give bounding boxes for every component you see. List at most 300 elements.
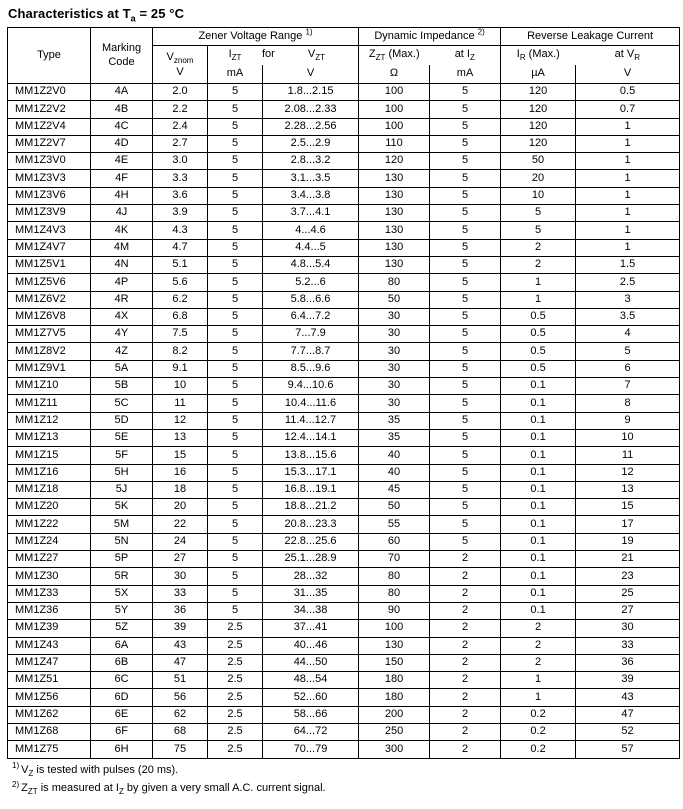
cell-izt: 5 [208, 187, 263, 204]
cell-vzt: 18.8...21.2 [263, 499, 359, 516]
cell-ir-max: 0.1 [501, 602, 576, 619]
cell-at-iz: 2 [430, 672, 501, 689]
cell-marking-code: 4M [91, 239, 153, 256]
col-header-vznom [153, 46, 208, 84]
table-row [8, 412, 680, 429]
cell-at-iz: 2 [430, 741, 501, 758]
cell-at-vr: 0.7 [576, 101, 680, 118]
cell-at-vr: 12 [576, 464, 680, 481]
cell-marking-code: 4H [91, 187, 153, 204]
col-header-at-vr: at $V_R$ [576, 46, 680, 65]
cell-ir-max: 1 [501, 689, 576, 706]
cell-vznom: 9.1 [153, 360, 208, 377]
cell-marking-code: 5X [91, 585, 153, 602]
cell-ir-max: 1 [501, 274, 576, 291]
cell-at-vr: 52 [576, 723, 680, 740]
cell-ir-max: 0.5 [501, 343, 576, 360]
cell-at-iz: 5 [430, 205, 501, 222]
cell-vznom: 5.1 [153, 256, 208, 273]
cell-at-vr: 9 [576, 412, 680, 429]
cell-vznom: 20 [153, 499, 208, 516]
footnote-1-marker: 1) [12, 760, 20, 770]
cell-at-vr: 3.5 [576, 308, 680, 325]
cell-at-iz: 5 [430, 499, 501, 516]
characteristics-table [7, 27, 680, 759]
cell-at-iz: 5 [430, 274, 501, 291]
cell-izt: 5 [208, 135, 263, 152]
cell-at-iz: 5 [430, 187, 501, 204]
cell-at-iz: 2 [430, 706, 501, 723]
cell-type: MM1Z16 [8, 464, 91, 481]
cell-vznom: 33 [153, 585, 208, 602]
cell-at-iz: 5 [430, 256, 501, 273]
cell-ir-max: 0.1 [501, 378, 576, 395]
cell-at-iz: 2 [430, 637, 501, 654]
cell-ir-max: 20 [501, 170, 576, 187]
cell-izt: 5 [208, 395, 263, 412]
header-group-row [8, 28, 680, 46]
cell-vzt: 7.7...8.7 [263, 343, 359, 360]
table-row [8, 706, 680, 723]
cell-ir-max: 0.2 [501, 741, 576, 758]
cell-vzt: 11.4...12.7 [263, 412, 359, 429]
cell-vzt: 64...72 [263, 723, 359, 740]
cell-vzt: 70...79 [263, 741, 359, 758]
table-row [8, 620, 680, 637]
cell-at-iz: 5 [430, 84, 501, 101]
cell-marking-code: 4A [91, 84, 153, 101]
cell-zzt-max: 130 [359, 205, 430, 222]
cell-zzt-max: 300 [359, 741, 430, 758]
cell-vznom: 36 [153, 602, 208, 619]
table-row [8, 205, 680, 222]
cell-vznom: 62 [153, 706, 208, 723]
cell-vznom: 30 [153, 568, 208, 585]
table-row [8, 170, 680, 187]
cell-ir-max: 50 [501, 153, 576, 170]
cell-at-vr: 43 [576, 689, 680, 706]
cell-zzt-max: 130 [359, 256, 430, 273]
cell-marking-code: 5N [91, 533, 153, 550]
cell-type: MM1Z30 [8, 568, 91, 585]
cell-vzt: 34...38 [263, 602, 359, 619]
cell-zzt-max: 30 [359, 343, 430, 360]
cell-vzt: 13.8...15.6 [263, 447, 359, 464]
cell-type: MM1Z5V6 [8, 274, 91, 291]
cell-izt: 5 [208, 499, 263, 516]
cell-vznom: 47 [153, 654, 208, 671]
table-row [8, 654, 680, 671]
cell-type: MM1Z18 [8, 481, 91, 498]
cell-type: MM1Z75 [8, 741, 91, 758]
cell-at-iz: 5 [430, 360, 501, 377]
cell-izt: 5 [208, 481, 263, 498]
cell-ir-max: 0.1 [501, 499, 576, 516]
cell-at-vr: 36 [576, 654, 680, 671]
cell-at-iz: 5 [430, 308, 501, 325]
cell-vzt: 22.8...25.6 [263, 533, 359, 550]
cell-vznom: 5.6 [153, 274, 208, 291]
cell-marking-code: 5D [91, 412, 153, 429]
cell-zzt-max: 130 [359, 187, 430, 204]
unit-at-vr: V [576, 65, 680, 84]
cell-at-iz: 5 [430, 429, 501, 446]
col-header-izt-for-vzt [208, 46, 359, 65]
cell-izt: 2.5 [208, 689, 263, 706]
cell-type: MM1Z47 [8, 654, 91, 671]
cell-marking-code: 4R [91, 291, 153, 308]
cell-type: MM1Z43 [8, 637, 91, 654]
cell-vzt: 2.8...3.2 [263, 153, 359, 170]
cell-zzt-max: 110 [359, 135, 430, 152]
cell-marking-code: 5Y [91, 602, 153, 619]
cell-vzt: 44...50 [263, 654, 359, 671]
cell-vzt: 3.4...3.8 [263, 187, 359, 204]
cell-at-iz: 5 [430, 222, 501, 239]
cell-at-vr: 1 [576, 118, 680, 135]
cell-marking-code: 4C [91, 118, 153, 135]
cell-ir-max: 0.1 [501, 585, 576, 602]
cell-marking-code: 5E [91, 429, 153, 446]
cell-marking-code: 5R [91, 568, 153, 585]
cell-marking-code: 6A [91, 637, 153, 654]
cell-ir-max: 2 [501, 654, 576, 671]
cell-at-vr: 39 [576, 672, 680, 689]
cell-ir-max: 0.5 [501, 360, 576, 377]
cell-marking-code: 6D [91, 689, 153, 706]
cell-at-iz: 5 [430, 118, 501, 135]
cell-marking-code: 5B [91, 378, 153, 395]
cell-izt: 2.5 [208, 654, 263, 671]
cell-vzt: 2.08...2.33 [263, 101, 359, 118]
cell-type: MM1Z11 [8, 395, 91, 412]
cell-at-vr: 6 [576, 360, 680, 377]
cell-type: MM1Z20 [8, 499, 91, 516]
cell-ir-max: 0.5 [501, 326, 576, 343]
cell-ir-max: 0.1 [501, 395, 576, 412]
cell-zzt-max: 100 [359, 84, 430, 101]
cell-ir-max: 1 [501, 291, 576, 308]
table-row [8, 395, 680, 412]
cell-izt: 2.5 [208, 672, 263, 689]
cell-vzt: 10.4...11.6 [263, 395, 359, 412]
cell-izt: 5 [208, 239, 263, 256]
cell-marking-code: 5M [91, 516, 153, 533]
cell-type: MM1Z15 [8, 447, 91, 464]
table-row [8, 533, 680, 550]
cell-marking-code: 4X [91, 308, 153, 325]
cell-ir-max: 5 [501, 205, 576, 222]
cell-at-vr: 27 [576, 602, 680, 619]
col-header-marking-code: Marking Code [91, 28, 153, 84]
cell-izt: 2.5 [208, 741, 263, 758]
cell-type: MM1Z7V5 [8, 326, 91, 343]
cell-type: MM1Z12 [8, 412, 91, 429]
cell-at-iz: 5 [430, 378, 501, 395]
cell-vznom: 18 [153, 481, 208, 498]
cell-izt: 5 [208, 326, 263, 343]
cell-type: MM1Z10 [8, 378, 91, 395]
cell-zzt-max: 35 [359, 412, 430, 429]
footnote-1 [12, 760, 683, 778]
cell-marking-code: 5A [91, 360, 153, 377]
cell-vznom: 3.0 [153, 153, 208, 170]
footnote-2-marker: 2) [12, 779, 20, 789]
cell-vznom: 12 [153, 412, 208, 429]
cell-ir-max: 0.2 [501, 706, 576, 723]
cell-at-vr: 23 [576, 568, 680, 585]
cell-vzt: 5.8...6.6 [263, 291, 359, 308]
cell-at-vr: 8 [576, 395, 680, 412]
cell-marking-code: 4D [91, 135, 153, 152]
cell-type: MM1Z8V2 [8, 343, 91, 360]
cell-zzt-max: 120 [359, 153, 430, 170]
cell-izt: 5 [208, 516, 263, 533]
vznom-label: $V_{znom}$ [166, 51, 194, 66]
cell-vznom: 13 [153, 429, 208, 446]
cell-ir-max: 2 [501, 239, 576, 256]
cell-vznom: 8.2 [153, 343, 208, 360]
cell-izt: 5 [208, 447, 263, 464]
cell-vzt: 1.8...2.15 [263, 84, 359, 101]
cell-type: MM1Z9V1 [8, 360, 91, 377]
cell-at-vr: 47 [576, 706, 680, 723]
table-row [8, 274, 680, 291]
cell-vzt: 4...4.6 [263, 222, 359, 239]
cell-at-vr: 57 [576, 741, 680, 758]
cell-at-vr: 1 [576, 135, 680, 152]
for-label: for [262, 48, 275, 61]
cell-at-vr: 33 [576, 637, 680, 654]
cell-zzt-max: 80 [359, 585, 430, 602]
cell-izt: 5 [208, 464, 263, 481]
cell-zzt-max: 90 [359, 602, 430, 619]
cell-vzt: 4.4...5 [263, 239, 359, 256]
cell-at-iz: 2 [430, 654, 501, 671]
cell-at-vr: 11 [576, 447, 680, 464]
cell-marking-code: 4F [91, 170, 153, 187]
cell-marking-code: 4P [91, 274, 153, 291]
cell-ir-max: 0.1 [501, 568, 576, 585]
cell-at-vr: 4 [576, 326, 680, 343]
cell-marking-code: 4K [91, 222, 153, 239]
cell-at-iz: 2 [430, 585, 501, 602]
col-header-ir-max: $I_R$ (Max.) [501, 46, 576, 65]
cell-zzt-max: 40 [359, 447, 430, 464]
cell-izt: 5 [208, 84, 263, 101]
cell-vzt: 3.7...4.1 [263, 205, 359, 222]
col-header-zzt-max: $Z_{ZT}$ (Max.) [359, 46, 430, 65]
cell-marking-code: 4J [91, 205, 153, 222]
cell-vznom: 10 [153, 378, 208, 395]
cell-type: MM1Z39 [8, 620, 91, 637]
table-row [8, 447, 680, 464]
cell-marking-code: 4Z [91, 343, 153, 360]
cell-type: MM1Z13 [8, 429, 91, 446]
cell-izt: 5 [208, 378, 263, 395]
cell-vzt: 48...54 [263, 672, 359, 689]
cell-at-iz: 2 [430, 620, 501, 637]
cell-type: MM1Z3V9 [8, 205, 91, 222]
unit-izt: mA [208, 65, 263, 84]
cell-at-iz: 5 [430, 395, 501, 412]
cell-zzt-max: 130 [359, 239, 430, 256]
cell-vzt: 8.5...9.6 [263, 360, 359, 377]
table-row [8, 637, 680, 654]
cell-vznom: 39 [153, 620, 208, 637]
cell-type: MM1Z3V6 [8, 187, 91, 204]
cell-vznom: 51 [153, 672, 208, 689]
table-row [8, 481, 680, 498]
cell-vzt: 16.8...19.1 [263, 481, 359, 498]
cell-at-vr: 1 [576, 239, 680, 256]
cell-type: MM1Z24 [8, 533, 91, 550]
cell-ir-max: 10 [501, 187, 576, 204]
cell-at-vr: 15 [576, 499, 680, 516]
cell-marking-code: 5K [91, 499, 153, 516]
cell-at-vr: 13 [576, 481, 680, 498]
cell-zzt-max: 200 [359, 706, 430, 723]
table-row [8, 602, 680, 619]
cell-ir-max: 0.1 [501, 447, 576, 464]
cell-type: MM1Z2V7 [8, 135, 91, 152]
cell-at-vr: 7 [576, 378, 680, 395]
cell-zzt-max: 45 [359, 481, 430, 498]
cell-zzt-max: 30 [359, 360, 430, 377]
cell-vznom: 3.9 [153, 205, 208, 222]
cell-marking-code: 4N [91, 256, 153, 273]
table-row [8, 187, 680, 204]
cell-vznom: 43 [153, 637, 208, 654]
cell-type: MM1Z2V2 [8, 101, 91, 118]
table-row [8, 308, 680, 325]
cell-izt: 5 [208, 205, 263, 222]
cell-vzt: 25.1...28.9 [263, 551, 359, 568]
cell-zzt-max: 40 [359, 464, 430, 481]
cell-vznom: 68 [153, 723, 208, 740]
cell-zzt-max: 100 [359, 620, 430, 637]
cell-at-iz: 5 [430, 239, 501, 256]
cell-ir-max: 0.1 [501, 551, 576, 568]
cell-at-iz: 2 [430, 723, 501, 740]
cell-izt: 5 [208, 274, 263, 291]
cell-vzt: 20.8...23.3 [263, 516, 359, 533]
cell-vznom: 4.7 [153, 239, 208, 256]
cell-izt: 5 [208, 291, 263, 308]
cell-marking-code: 5H [91, 464, 153, 481]
cell-at-iz: 5 [430, 533, 501, 550]
cell-vzt: 12.4...14.1 [263, 429, 359, 446]
table-row [8, 101, 680, 118]
cell-at-iz: 5 [430, 516, 501, 533]
cell-ir-max: 0.1 [501, 429, 576, 446]
cell-vznom: 2.2 [153, 101, 208, 118]
cell-izt: 2.5 [208, 706, 263, 723]
cell-izt: 5 [208, 360, 263, 377]
cell-type: MM1Z62 [8, 706, 91, 723]
table-row [8, 326, 680, 343]
cell-marking-code: 4E [91, 153, 153, 170]
cell-ir-max: 2 [501, 620, 576, 637]
cell-zzt-max: 30 [359, 308, 430, 325]
cell-ir-max: 0.1 [501, 412, 576, 429]
cell-ir-max: 5 [501, 222, 576, 239]
cell-at-iz: 5 [430, 464, 501, 481]
cell-at-iz: 5 [430, 412, 501, 429]
cell-at-vr: 1 [576, 205, 680, 222]
unit-at-iz: mA [430, 65, 501, 84]
cell-izt: 5 [208, 585, 263, 602]
cell-izt: 2.5 [208, 723, 263, 740]
cell-type: MM1Z6V2 [8, 291, 91, 308]
cell-type: MM1Z68 [8, 723, 91, 740]
cell-at-iz: 5 [430, 326, 501, 343]
cell-izt: 5 [208, 308, 263, 325]
table-row [8, 689, 680, 706]
cell-zzt-max: 60 [359, 533, 430, 550]
izt-label: $I_{ZT}$ [228, 48, 242, 63]
col-group-dynamic-impedance: Dynamic Impedance $^{2)}$ [359, 28, 501, 46]
table-row [8, 118, 680, 135]
table-row [8, 741, 680, 758]
cell-at-iz: 2 [430, 689, 501, 706]
cell-zzt-max: 130 [359, 170, 430, 187]
table-row [8, 343, 680, 360]
table-header [8, 28, 680, 84]
cell-vznom: 2.7 [153, 135, 208, 152]
cell-type: MM1Z27 [8, 551, 91, 568]
cell-type: MM1Z36 [8, 602, 91, 619]
col-header-type: Type [8, 28, 91, 84]
cell-at-vr: 1 [576, 153, 680, 170]
cell-zzt-max: 80 [359, 568, 430, 585]
cell-marking-code: 6B [91, 654, 153, 671]
table-row [8, 499, 680, 516]
cell-izt: 5 [208, 533, 263, 550]
cell-at-iz: 5 [430, 343, 501, 360]
cell-at-vr: 3 [576, 291, 680, 308]
cell-vznom: 2.4 [153, 118, 208, 135]
cell-vznom: 75 [153, 741, 208, 758]
cell-at-vr: 10 [576, 429, 680, 446]
cell-zzt-max: 130 [359, 637, 430, 654]
cell-zzt-max: 180 [359, 672, 430, 689]
cell-vznom: 56 [153, 689, 208, 706]
cell-ir-max: 120 [501, 135, 576, 152]
cell-ir-max: 0.1 [501, 481, 576, 498]
table-row [8, 464, 680, 481]
cell-vzt: 40...46 [263, 637, 359, 654]
table-row [8, 429, 680, 446]
cell-marking-code: 4B [91, 101, 153, 118]
cell-at-vr: 1 [576, 187, 680, 204]
cell-izt: 5 [208, 551, 263, 568]
cell-type: MM1Z6V8 [8, 308, 91, 325]
cell-zzt-max: 30 [359, 395, 430, 412]
cell-vzt: 4.8...5.4 [263, 256, 359, 273]
footnote-1-text: $V_Z$ is tested with pulses (20 ms). [21, 763, 179, 778]
cell-ir-max: 0.1 [501, 464, 576, 481]
cell-ir-max: 120 [501, 84, 576, 101]
cell-zzt-max: 50 [359, 499, 430, 516]
cell-marking-code: 5Z [91, 620, 153, 637]
table-row [8, 360, 680, 377]
cell-marking-code: 5C [91, 395, 153, 412]
cell-zzt-max: 100 [359, 118, 430, 135]
cell-zzt-max: 30 [359, 326, 430, 343]
cell-izt: 5 [208, 256, 263, 273]
cell-type: MM1Z5V1 [8, 256, 91, 273]
